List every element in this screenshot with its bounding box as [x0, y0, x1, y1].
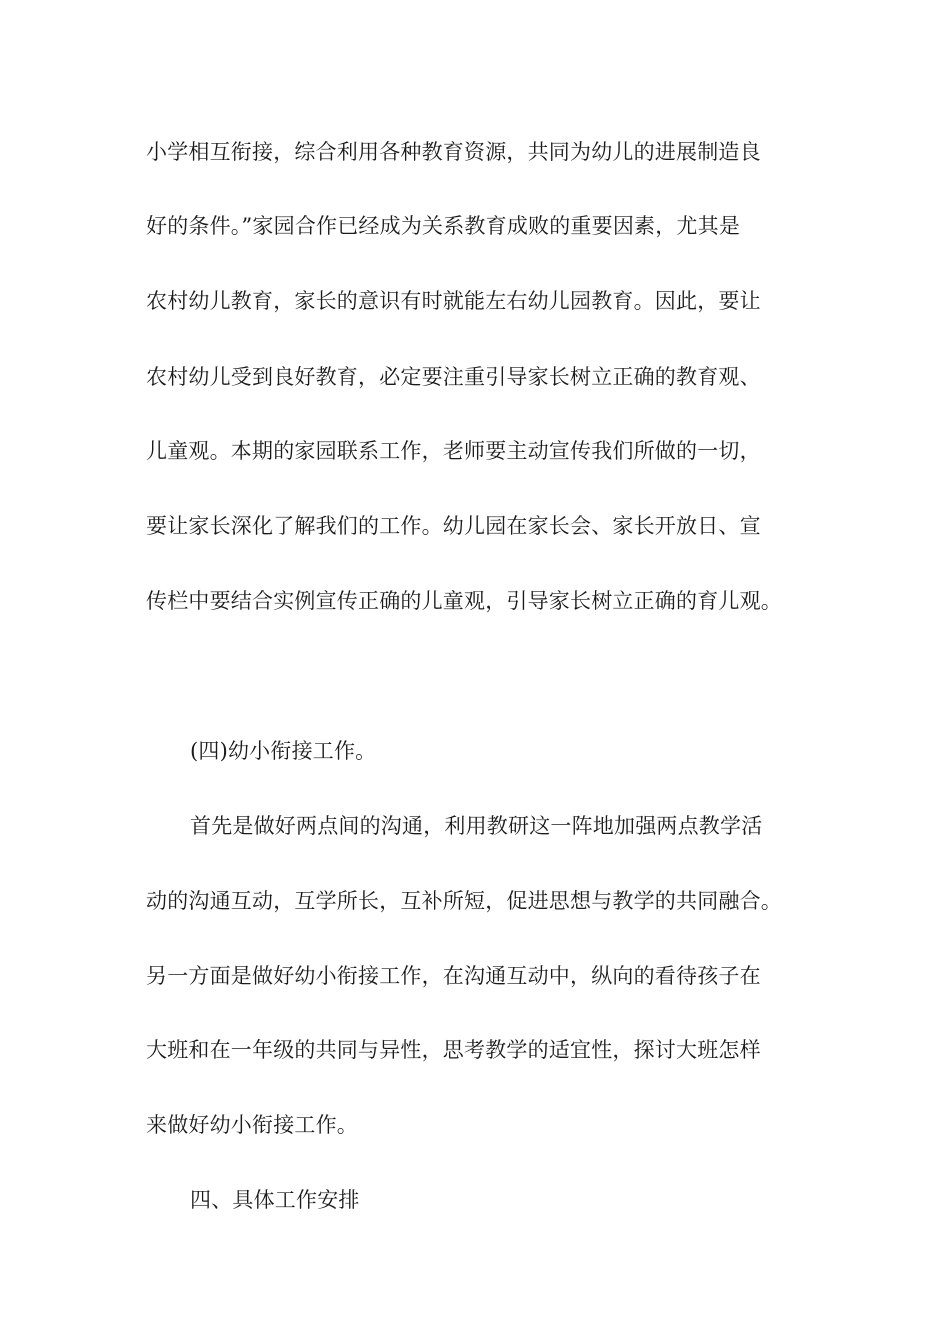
paragraph-line: 农村幼儿受到良好教育，必定要注重引导家长树立正确的教育观、 [146, 365, 761, 389]
section-heading: 四、具体工作安排 [190, 1188, 360, 1212]
paragraph-line: 农村幼儿教育，家长的意识有时就能左右幼儿园教育。因此，要让 [146, 289, 761, 313]
paragraph-line: 好的条件。”家园合作已经成为关系教育成败的重要因素，尤其是 [146, 214, 741, 238]
paragraph-line: 传栏中要结合实例宣传正确的儿童观，引导家长树立正确的育儿观。 [146, 589, 782, 613]
paragraph-line: 儿童观。本期的家园联系工作，老师要主动宣传我们所做的一切， [146, 439, 761, 463]
paragraph-line: 首先是做好两点间的沟通，利用教研这一阵地加强两点教学活 [190, 814, 763, 838]
paragraph-line: 要让家长深化了解我们的工作。幼儿园在家长会、家长开放日、宣 [146, 514, 761, 538]
subheading: (四)幼小衔接工作。 [190, 739, 377, 763]
paragraph-line: 动的沟通互动，互学所长，互补所短，促进思想与教学的共同融合。 [146, 889, 782, 913]
paragraph-line: 小学相互衔接，综合利用各种教育资源，共同为幼儿的进展制造良 [146, 140, 761, 164]
paragraph-line: 大班和在一年级的共同与异性，思考教学的适宜性，探讨大班怎样 [146, 1038, 761, 1062]
paragraph-line: 来做好幼小衔接工作。 [146, 1113, 358, 1137]
paragraph-line: 另一方面是做好幼小衔接工作，在沟通互动中，纵向的看待孩子在 [146, 964, 761, 988]
